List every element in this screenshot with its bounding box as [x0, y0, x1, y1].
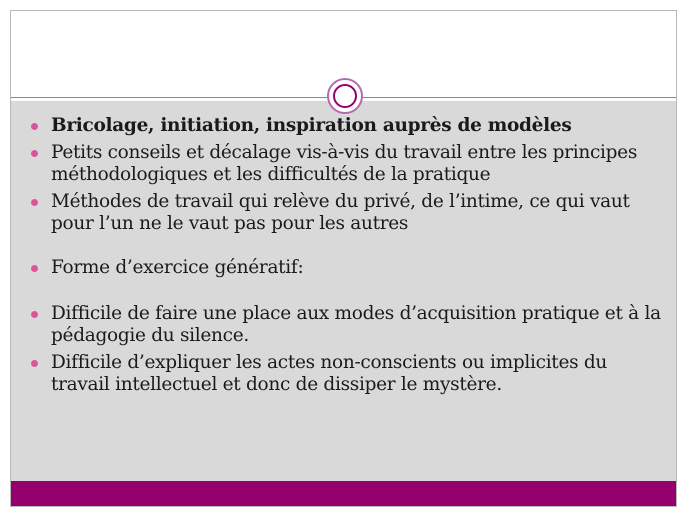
bullet-text: Bricolage, initiation, inspiration auprès de modèles — [51, 115, 572, 136]
bullet-text: Difficile de faire une place aux modes d’acquisition pratique et à la pédagogie du silence. — [51, 303, 661, 346]
bullet-item — [31, 352, 661, 396]
footer-bar — [11, 481, 676, 506]
bullet-text: Méthodes de travail qui relève du privé, de l’intime, ce qui vaut pour l’un ne le vaut pas pour les autres — [51, 191, 630, 234]
bullet-item — [31, 257, 661, 279]
bullet-list — [31, 115, 661, 401]
bullet-dot-icon — [31, 123, 38, 130]
circle-ornament-icon — [327, 78, 363, 114]
bullet-dot-icon — [31, 265, 38, 272]
bullet-item — [31, 303, 661, 347]
bullet-dot-icon — [31, 150, 38, 157]
slide — [10, 10, 677, 507]
bullet-item — [31, 191, 661, 235]
bullet-text: Difficile d’expliquer les actes non-conscients ou implicites du travail intellectuel et donc de dissiper le mystère. — [51, 352, 608, 395]
bullet-text: Forme d’exercice génératif: — [51, 257, 304, 278]
bullet-item — [31, 142, 661, 186]
bullet-item — [31, 115, 661, 137]
circle-ornament-inner — [333, 84, 357, 108]
bullet-text: Petits conseils et décalage vis-à-vis du travail entre les principes méthodologiques et les difficultés de la pratique — [51, 142, 638, 185]
bullet-dot-icon — [31, 311, 38, 318]
bullet-dot-icon — [31, 360, 38, 367]
bullet-dot-icon — [31, 199, 38, 206]
